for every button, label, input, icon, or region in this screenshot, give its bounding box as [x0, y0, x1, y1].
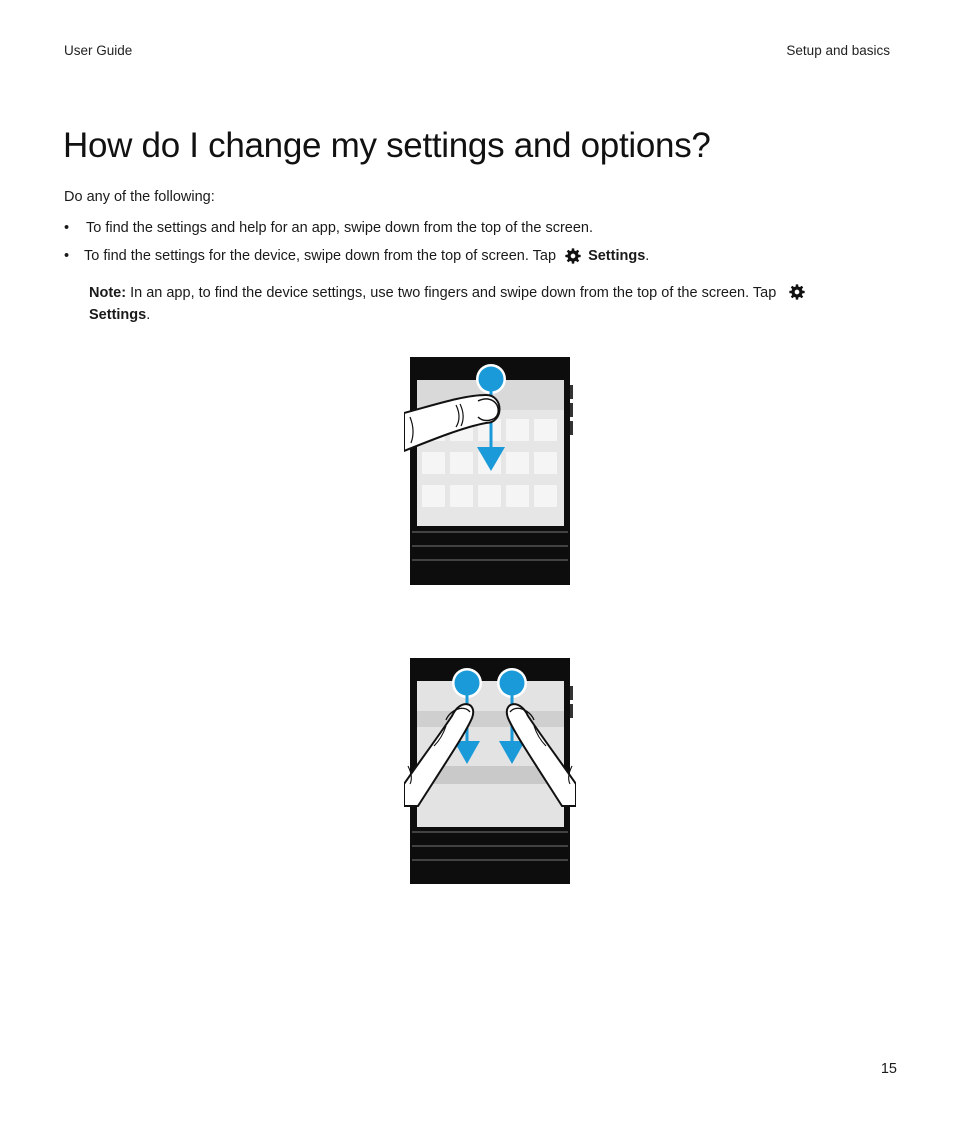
list-item-text: To find the settings for the device, swipe down from the top of screen. Tap [84, 248, 557, 264]
settings-label: Settings [588, 248, 646, 264]
note-text: In an app, to find the device settings, use two fingers and swipe down from the top of the screen. Tap [130, 285, 777, 301]
intro-text: Do any of the following: [64, 189, 215, 205]
punctuation: . [645, 248, 650, 264]
list-item-text: To find the settings and help for an app, swipe down from the top of the screen. [86, 220, 594, 236]
gear-icon [564, 247, 582, 265]
one-finger-swipe-down-icon [404, 355, 576, 607]
two-finger-swipe-down-icon [404, 656, 576, 908]
note-block [89, 282, 849, 326]
running-header-left: User Guide [64, 43, 133, 58]
list-item [64, 220, 593, 236]
touch-point [479, 367, 504, 392]
page-title: How do I change my settings and options? [63, 126, 711, 165]
page-number: 15 [880, 1061, 897, 1077]
list-item [64, 247, 649, 265]
touch-point [500, 671, 525, 696]
note-label: Note: [89, 285, 127, 301]
bullet-marker: • [64, 220, 70, 236]
punctuation: . [146, 307, 151, 323]
gear-icon [788, 283, 806, 301]
touch-point [455, 671, 480, 696]
settings-label: Settings [89, 307, 147, 323]
bullet-marker: • [64, 248, 70, 264]
running-header-right: Setup and basics [786, 43, 890, 58]
